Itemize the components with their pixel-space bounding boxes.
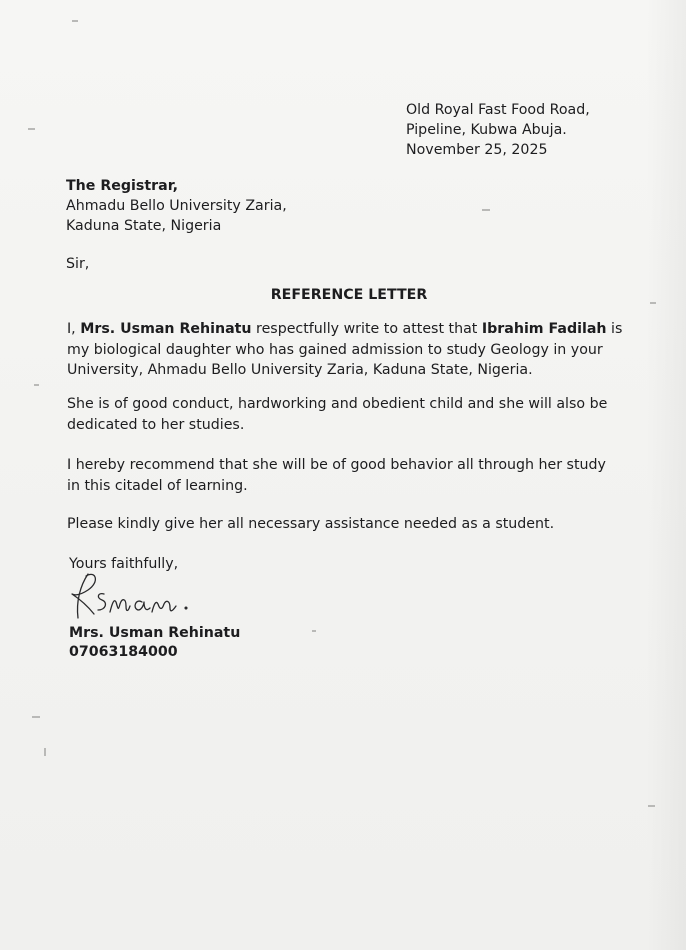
scan-speck bbox=[44, 748, 46, 756]
paragraph-line: University, Ahmadu Bello University Zaria, Kaduna State, Nigeria. bbox=[67, 362, 533, 378]
after-student-text: is bbox=[606, 321, 623, 337]
sender-address-line: Pipeline, Kubwa Abuja. bbox=[406, 122, 567, 138]
paragraph-line: my biological daughter who has gained admission to study Geology in your bbox=[67, 341, 603, 358]
sender-address-block bbox=[406, 100, 590, 160]
signer-phone: 07063184000 bbox=[69, 644, 178, 660]
student-name: Ibrahim Fadilah bbox=[481, 321, 607, 337]
recipient-title: The Registrar, bbox=[66, 178, 179, 194]
scan-speck bbox=[648, 805, 655, 807]
body-paragraph-2 bbox=[67, 394, 639, 435]
recipient-address-block bbox=[66, 176, 287, 236]
attest-text: respectfully write to attest that bbox=[251, 321, 482, 337]
body-paragraph-4 bbox=[67, 514, 639, 535]
scan-speck bbox=[32, 716, 40, 718]
scan-edge-shadow bbox=[646, 0, 686, 950]
scan-speck bbox=[312, 630, 316, 632]
letter-date: November 25, 2025 bbox=[406, 142, 548, 158]
intro-text: I, bbox=[67, 321, 81, 337]
scan-speck bbox=[72, 20, 78, 22]
paragraph-line: in this citadel of learning. bbox=[67, 477, 248, 494]
salutation: Sir, bbox=[66, 256, 90, 272]
body-paragraph-3 bbox=[67, 455, 639, 496]
closing: Yours faithfully, bbox=[69, 556, 179, 572]
paragraph-line: dedicated to her studies. bbox=[67, 416, 245, 433]
signer-name: Mrs. Usman Rehinatu bbox=[69, 625, 241, 641]
handwritten-signature bbox=[66, 568, 196, 626]
scan-speck bbox=[28, 128, 35, 130]
scan-speck bbox=[482, 209, 490, 211]
paragraph-line bbox=[67, 319, 639, 340]
paragraph-line: She is of good conduct, hardworking and obedient child and she will also be bbox=[67, 396, 608, 412]
paragraph-line: Please kindly give her all necessary assistance needed as a student. bbox=[67, 516, 555, 532]
scan-speck bbox=[34, 384, 39, 386]
letter-title: REFERENCE LETTER bbox=[270, 287, 428, 303]
recipient-location: Kaduna State, Nigeria bbox=[66, 218, 222, 234]
body-paragraph-1 bbox=[67, 319, 639, 381]
sender-address-line: Old Royal Fast Food Road, bbox=[406, 102, 590, 118]
recipient-institution: Ahmadu Bello University Zaria, bbox=[66, 198, 287, 214]
paragraph-line: I hereby recommend that she will be of good behavior all through her study bbox=[67, 457, 606, 473]
writer-name: Mrs. Usman Rehinatu bbox=[80, 321, 252, 337]
